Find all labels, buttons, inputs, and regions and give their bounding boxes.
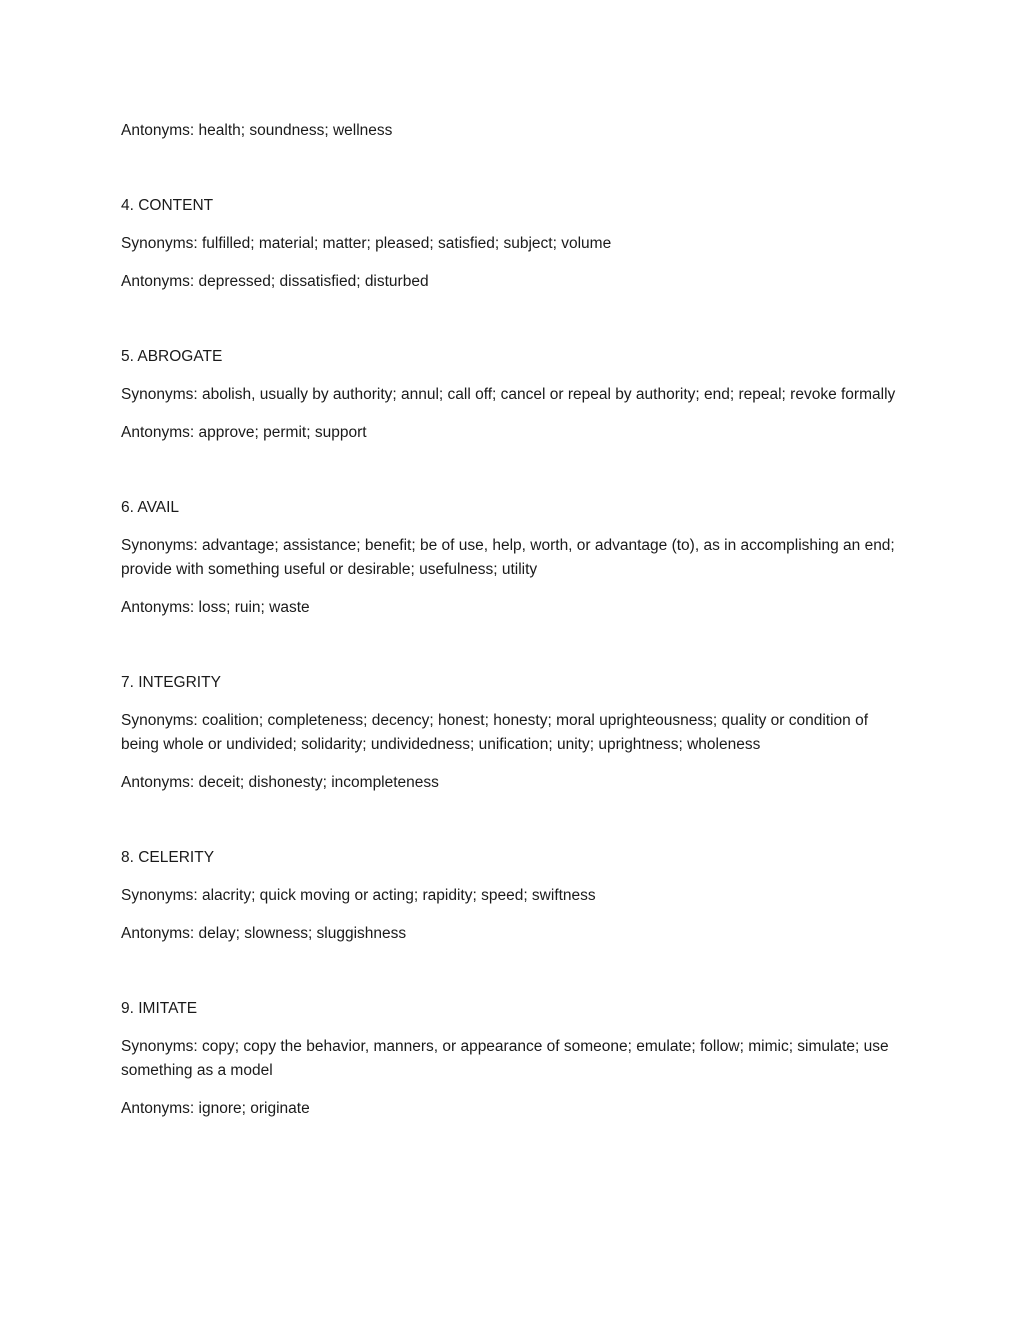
entry-heading: 9. IMITATE: [121, 1000, 198, 1017]
entry-antonyms: Antonyms: delay; slowness; sluggishness: [121, 925, 407, 942]
entry-synonyms: Synonyms: abolish, usually by authority; annul; call off; cancel or repeal by authority; end; repeal; revoke formally: [121, 386, 896, 403]
entry-content: [121, 194, 906, 294]
entry-heading: 7. INTEGRITY: [121, 674, 221, 691]
entry-heading: 4. CONTENT: [121, 197, 214, 214]
entry-integrity: [121, 671, 906, 795]
entry-antonyms: Antonyms: loss; ruin; waste: [121, 599, 310, 616]
entry-synonyms: Synonyms: fulfilled; material; matter; pleased; satisfied; subject; volume: [121, 235, 612, 252]
entry-avail: [121, 496, 906, 620]
entry-celerity: [121, 846, 906, 946]
entry-heading: 8. CELERITY: [121, 849, 215, 866]
entry-synonyms: Synonyms: copy; copy the behavior, manners, or appearance of someone; emulate; follow; mimic; simulate; use something as a model: [121, 1038, 889, 1079]
entry-synonyms: Synonyms: alacrity; quick moving or acting; rapidity; speed; swiftness: [121, 887, 596, 904]
entry-heading: 5. ABROGATE: [121, 348, 223, 365]
entry-antonyms: Antonyms: ignore; originate: [121, 1100, 310, 1117]
entry-antonyms: Antonyms: depressed; dissatisfied; disturbed: [121, 273, 429, 290]
entry-heading: 6. AVAIL: [121, 499, 180, 516]
entry-antonyms: Antonyms: deceit; dishonesty; incompleteness: [121, 774, 439, 791]
entry-abrogate: [121, 345, 906, 445]
entry-antonyms: Antonyms: approve; permit; support: [121, 424, 367, 441]
lead-antonyms: Antonyms: health; soundness; wellness: [121, 122, 393, 139]
document-page: [121, 119, 906, 1121]
entry-synonyms: Synonyms: advantage; assistance; benefit; be of use, help, worth, or advantage (to), as in accomplishing an end; provide with something useful or desirable; usefulness; utility: [121, 537, 895, 578]
entry-synonyms: Synonyms: coalition; completeness; decency; honest; honesty; moral uprighteousness; quality or condition of being whole or undivided; solidarity; undividedness; unification; unity; uprightness; wholeness: [121, 712, 868, 753]
entry-imitate: [121, 997, 906, 1121]
